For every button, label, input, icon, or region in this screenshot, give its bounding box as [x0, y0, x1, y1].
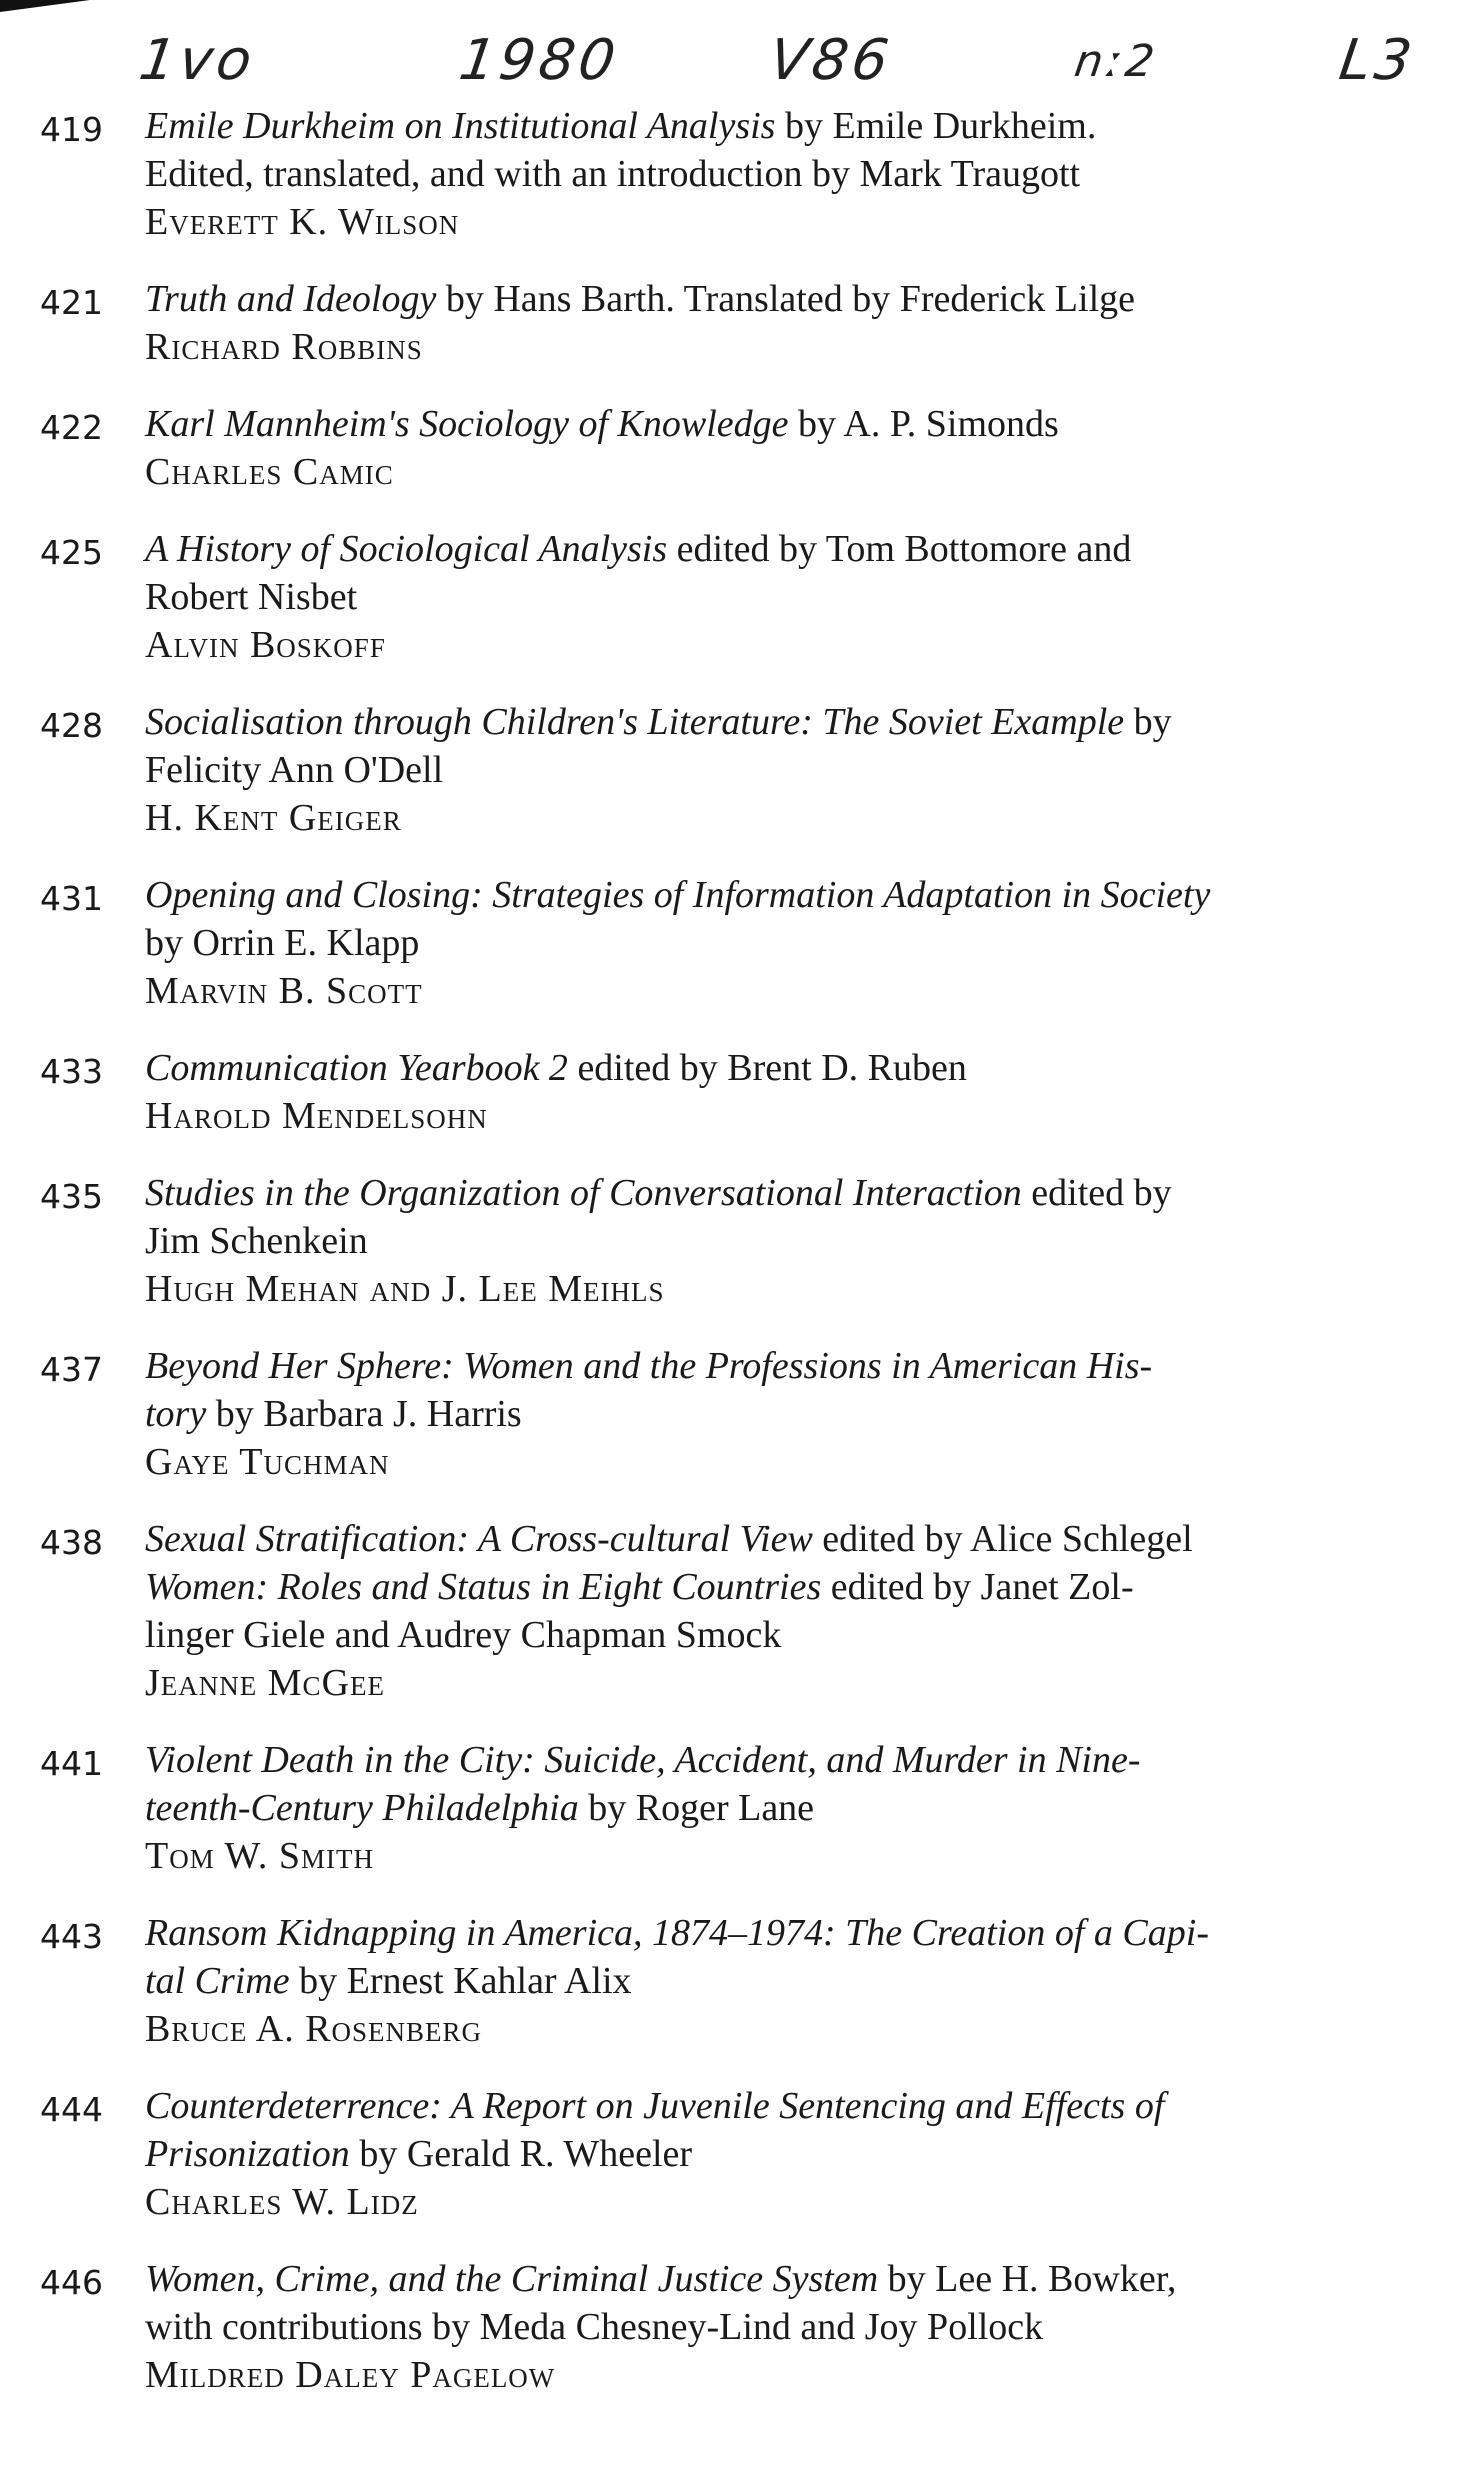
citation-line [145, 1736, 1372, 1784]
reviewer-name: Gaye Tuchman [145, 1441, 390, 1483]
citation-text: edited by Janet Zol- [821, 1566, 1134, 1608]
citation-line [145, 746, 1372, 794]
reviewer-name: Charles Camic [145, 451, 394, 493]
reviewer-name: Charles W. Lidz [145, 2181, 419, 2223]
citation-text: edited by Brent D. Ruben [567, 1047, 967, 1089]
page-number: 435 [40, 1177, 103, 1216]
review-entry [0, 698, 1472, 842]
citation-text: linger Giele and Audrey Chapman Smock [145, 1614, 782, 1656]
citation-line [145, 1169, 1372, 1217]
citation-line [145, 573, 1372, 621]
page-number: 443 [40, 1917, 103, 1956]
citation-text: Felicity Ann O'Dell [145, 749, 444, 791]
review-entry [0, 525, 1472, 669]
book-title: tal Crime [145, 1960, 290, 2002]
book-title: Prisonization [145, 2133, 350, 2175]
citation-line [145, 150, 1372, 198]
reviewer-name: Jeanne McGee [145, 1662, 385, 1704]
citation-line [145, 275, 1372, 323]
citation-line [145, 1044, 1372, 1092]
citation-line [145, 1342, 1372, 1390]
reviewer-name: Harold Mendelsohn [145, 1095, 488, 1137]
book-title: Karl Mannheim's Sociology of Knowledge [145, 403, 789, 445]
reviewer-name: Bruce A. Rosenberg [145, 2008, 483, 2050]
book-title: tory [145, 1393, 207, 1435]
page-number: 428 [40, 706, 103, 745]
reviewer-name: Mildred Daley Pagelow [145, 2354, 556, 2396]
citation-text: by A. P. Simonds [788, 403, 1059, 445]
citation-text: edited by Tom Bottomore and [667, 528, 1132, 570]
reviewer-name: Hugh Mehan and J. Lee Meihls [145, 1268, 665, 1310]
book-title: A History of Sociological Analysis [145, 528, 668, 570]
page-number: 422 [40, 408, 103, 447]
citation-line [145, 1390, 1372, 1438]
citation-text: Edited, translated, and with an introduction by Mark Traugott [145, 153, 1081, 195]
book-title: Emile Durkheim on Institutional Analysis [145, 105, 776, 147]
review-entry [0, 102, 1472, 246]
review-entry [0, 1515, 1472, 1707]
reviewer-name: Richard Robbins [145, 326, 423, 368]
review-entry [0, 871, 1472, 1015]
page-number: 446 [40, 2263, 103, 2302]
citation-line [145, 102, 1372, 150]
citation-line [145, 400, 1372, 448]
reviewer-name: H. Kent Geiger [145, 797, 402, 839]
handwritten-note [0, 0, 1472, 110]
page-number: 431 [40, 879, 103, 918]
review-list [0, 102, 1472, 2428]
citation-text: Robert Nisbet [145, 576, 358, 618]
citation-text: by Orrin E. Klapp [145, 922, 420, 964]
page-number: 441 [40, 1744, 103, 1783]
review-entry [0, 400, 1472, 496]
citation-line [145, 2082, 1372, 2130]
book-title: Socialisation through Children's Literature: The Soviet Example [145, 701, 1125, 743]
citation-text: Jim Schenkein [145, 1220, 368, 1262]
citation-line [145, 2255, 1372, 2303]
handwritten-note-part: 1vo [135, 28, 260, 93]
reviewer-name: Tom W. Smith [145, 1835, 375, 1877]
page-number: 425 [40, 533, 103, 572]
review-entry [0, 1736, 1472, 1880]
citation-line [145, 1957, 1372, 2005]
book-title: Women, Crime, and the Criminal Justice System [145, 2258, 879, 2300]
citation-text: by Emile Durkheim. [775, 105, 1097, 147]
citation-text: by Barbara J. Harris [206, 1393, 522, 1435]
book-title: Communication Yearbook 2 [145, 1047, 568, 1089]
reviewer-name: Alvin Boskoff [145, 624, 386, 666]
review-entry [0, 275, 1472, 371]
review-entry [0, 2255, 1472, 2399]
page-number: 438 [40, 1523, 103, 1562]
citation-text: by Ernest Kahlar Alix [289, 1960, 632, 2002]
citation-line [145, 1784, 1372, 1832]
handwritten-note-part: L3 [1335, 28, 1420, 93]
citation-text: by Lee H. Bowker, [878, 2258, 1177, 2300]
citation-line [145, 1909, 1372, 1957]
handwritten-note-part: 1980 [455, 28, 624, 93]
book-title: Sexual Stratification: A Cross-cultural View [145, 1518, 813, 1560]
book-title: Ransom Kidnapping in America, 1874–1974: The Creation of a Capi- [145, 1912, 1209, 1954]
review-entry [0, 1169, 1472, 1313]
citation-line [145, 2303, 1372, 2351]
citation-text: edited by [1021, 1172, 1172, 1214]
citation-line [145, 871, 1372, 919]
page-number: 421 [40, 283, 103, 322]
citation-text: by Roger Lane [578, 1787, 815, 1829]
page-number: 437 [40, 1350, 103, 1389]
reviewer-name: Everett K. Wilson [145, 201, 460, 243]
page-number: 419 [40, 110, 103, 149]
page-number: 444 [40, 2090, 103, 2129]
citation-text: edited by Alice Schlegel [812, 1518, 1193, 1560]
citation-text: by Gerald R. Wheeler [349, 2133, 693, 2175]
book-title: Violent Death in the City: Suicide, Accident, and Murder in Nine- [145, 1739, 1141, 1781]
handwritten-note-part: V86 [765, 28, 897, 93]
book-title: Studies in the Organization of Conversational Interaction [145, 1172, 1022, 1214]
citation-line [145, 698, 1372, 746]
citation-line [145, 1217, 1372, 1265]
review-entry [0, 1342, 1472, 1486]
book-title: Opening and Closing: Strategies of Information Adaptation in Society [145, 874, 1211, 916]
citation-line [145, 1563, 1372, 1611]
review-entry [0, 1909, 1472, 2053]
handwritten-note-part: nː2 [1071, 36, 1162, 87]
citation-text: by Hans Barth. Translated by Frederick Lilge [436, 278, 1135, 320]
book-title: Truth and Ideology [145, 278, 437, 320]
citation-line [145, 525, 1372, 573]
book-title: Counterdeterrence: A Report on Juvenile Sentencing and Effects of [145, 2085, 1165, 2127]
book-title: teenth-Century Philadelphia [145, 1787, 579, 1829]
citation-line [145, 919, 1372, 967]
book-title: Women: Roles and Status in Eight Countries [145, 1566, 822, 1608]
citation-line [145, 1515, 1372, 1563]
citation-line [145, 2130, 1372, 2178]
citation-text: by [1124, 701, 1172, 743]
reviewer-name: Marvin B. Scott [145, 970, 423, 1012]
page-number: 433 [40, 1052, 103, 1091]
citation-text: with contributions by Meda Chesney-Lind and Joy Pollock [145, 2306, 1044, 2348]
book-title: Beyond Her Sphere: Women and the Professions in American His- [145, 1345, 1153, 1387]
review-entry [0, 2082, 1472, 2226]
citation-line [145, 1611, 1372, 1659]
review-entry [0, 1044, 1472, 1140]
